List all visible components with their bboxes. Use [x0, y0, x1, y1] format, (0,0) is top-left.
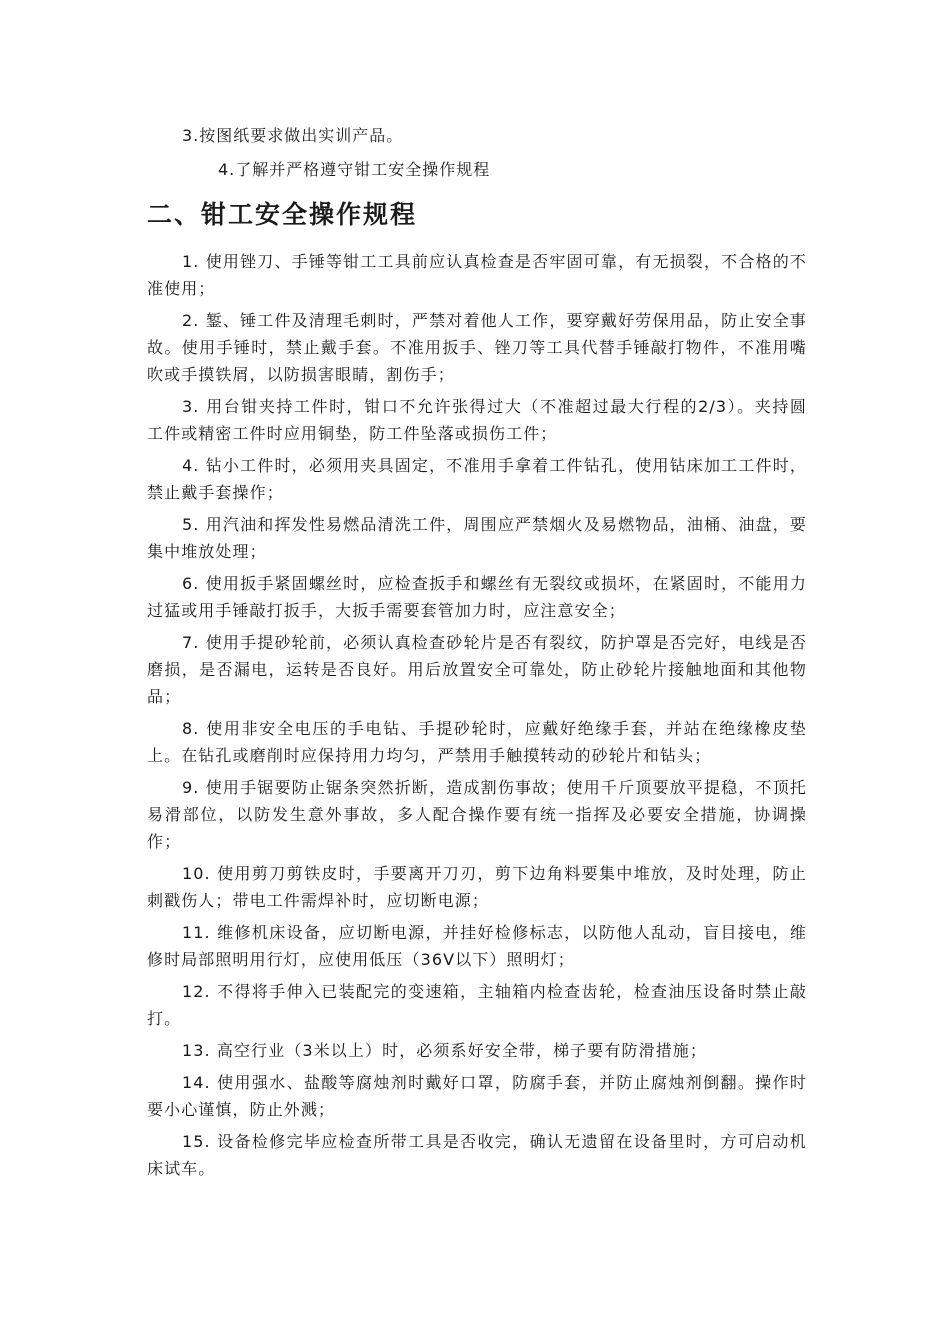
- rule-item-12: 12. 不得将手伸入已装配完的变速箱，主轴箱内检查齿轮，检查油压设备时禁止敲打。: [147, 982, 807, 1028]
- rule-item-2: 2. 錾、锤工件及清理毛刺时，严禁对着他人工作，要穿戴好劳保用品，防止安全事故。使用手锤时，禁止戴手套。不准用扳手、锉刀等工具代替手锤敲打物件，不准用嘴吹或手摸铁屑，以防损害眼睛，割伤手；: [147, 311, 807, 384]
- rule-item-11: 11. 维修机床设备，应切断电源，并挂好检修标志，以防他人乱动，盲目接电，维修时局部照明用行灯，应使用低压（36V以下）照明灯；: [147, 923, 807, 969]
- rule-item-8: 8. 使用非安全电压的手电钻、手提砂轮时，应戴好绝缘手套，并站在绝缘橡皮垫上。在钻孔或磨削时应保持用力均匀，严禁用手触摸转动的砂轮片和钻头；: [147, 719, 807, 765]
- intro-item-3: 3.按图纸要求做出实训产品。: [182, 126, 404, 145]
- rule-item-7: 7. 使用手提砂轮前，必须认真检查砂轮片是否有裂纹，防护罩是否完好，电线是否磨损，是否漏电，运转是否良好。用后放置安全可靠处，防止砂轮片接触地面和其他物品；: [147, 633, 807, 706]
- rule-item-9: 9. 使用手锯要防止锯条突然折断，造成割伤事故；使用千斤顶要放平提稳，不顶托易滑部位，以防发生意外事故，多人配合操作要有统一指挥及必要安全措施，协调操作；: [147, 778, 807, 851]
- rule-item-5: 5. 用汽油和挥发性易燃品清洗工件，周围应严禁烟火及易燃物品，油桶、油盘，要集中堆放处理；: [147, 515, 807, 561]
- rule-item-14: 14. 使用强水、盐酸等腐烛剂时戴好口罩，防腐手套，并防止腐烛剂倒翻。操作时要小心谨慎，防止外溅；: [147, 1073, 807, 1119]
- rule-item-1: 1. 使用锉刀、手锤等钳工工具前应认真检查是否牢固可靠，有无损裂，不合格的不准使用；: [147, 252, 807, 298]
- rule-item-3: 3. 用台钳夹持工件时，钳口不允许张得过大（不准超过最大行程的2/3）。夹持圆工件或精密工件时应用铜垫，防工件坠落或损伤工件；: [147, 397, 807, 443]
- rule-item-13: 13. 高空行业（3米以上）时，必须系好安全带，梯子要有防滑措施；: [182, 1041, 708, 1060]
- rule-item-10: 10. 使用剪刀剪铁皮时，手要离开刀刃，剪下边角料要集中堆放，及时处理，防止刺戳伤人；带电工件需焊补时，应切断电源；: [147, 864, 807, 910]
- rules-list: [147, 248, 807, 1187]
- rule-item-15: 15. 设备检修完毕应检查所带工具是否收完，确认无遗留在设备里时，方可启动机床试车。: [147, 1132, 807, 1178]
- intro-item-4: 4.了解并严格遵守钳工安全操作规程: [218, 160, 491, 179]
- rule-item-4: 4. 钻小工件时，必须用夹具固定，不准用手拿着工件钻孔，使用钻床加工工件时，禁止戴手套操作；: [147, 456, 807, 502]
- rule-item-6: 6. 使用扳手紧固螺丝时，应检查扳手和螺丝有无裂纹或损坏，在紧固时，不能用力过猛或用手锤敲打扳手，大扳手需要套管加力时，应注意安全；: [147, 574, 807, 620]
- section-heading: 二、钳工安全操作规程: [147, 200, 418, 229]
